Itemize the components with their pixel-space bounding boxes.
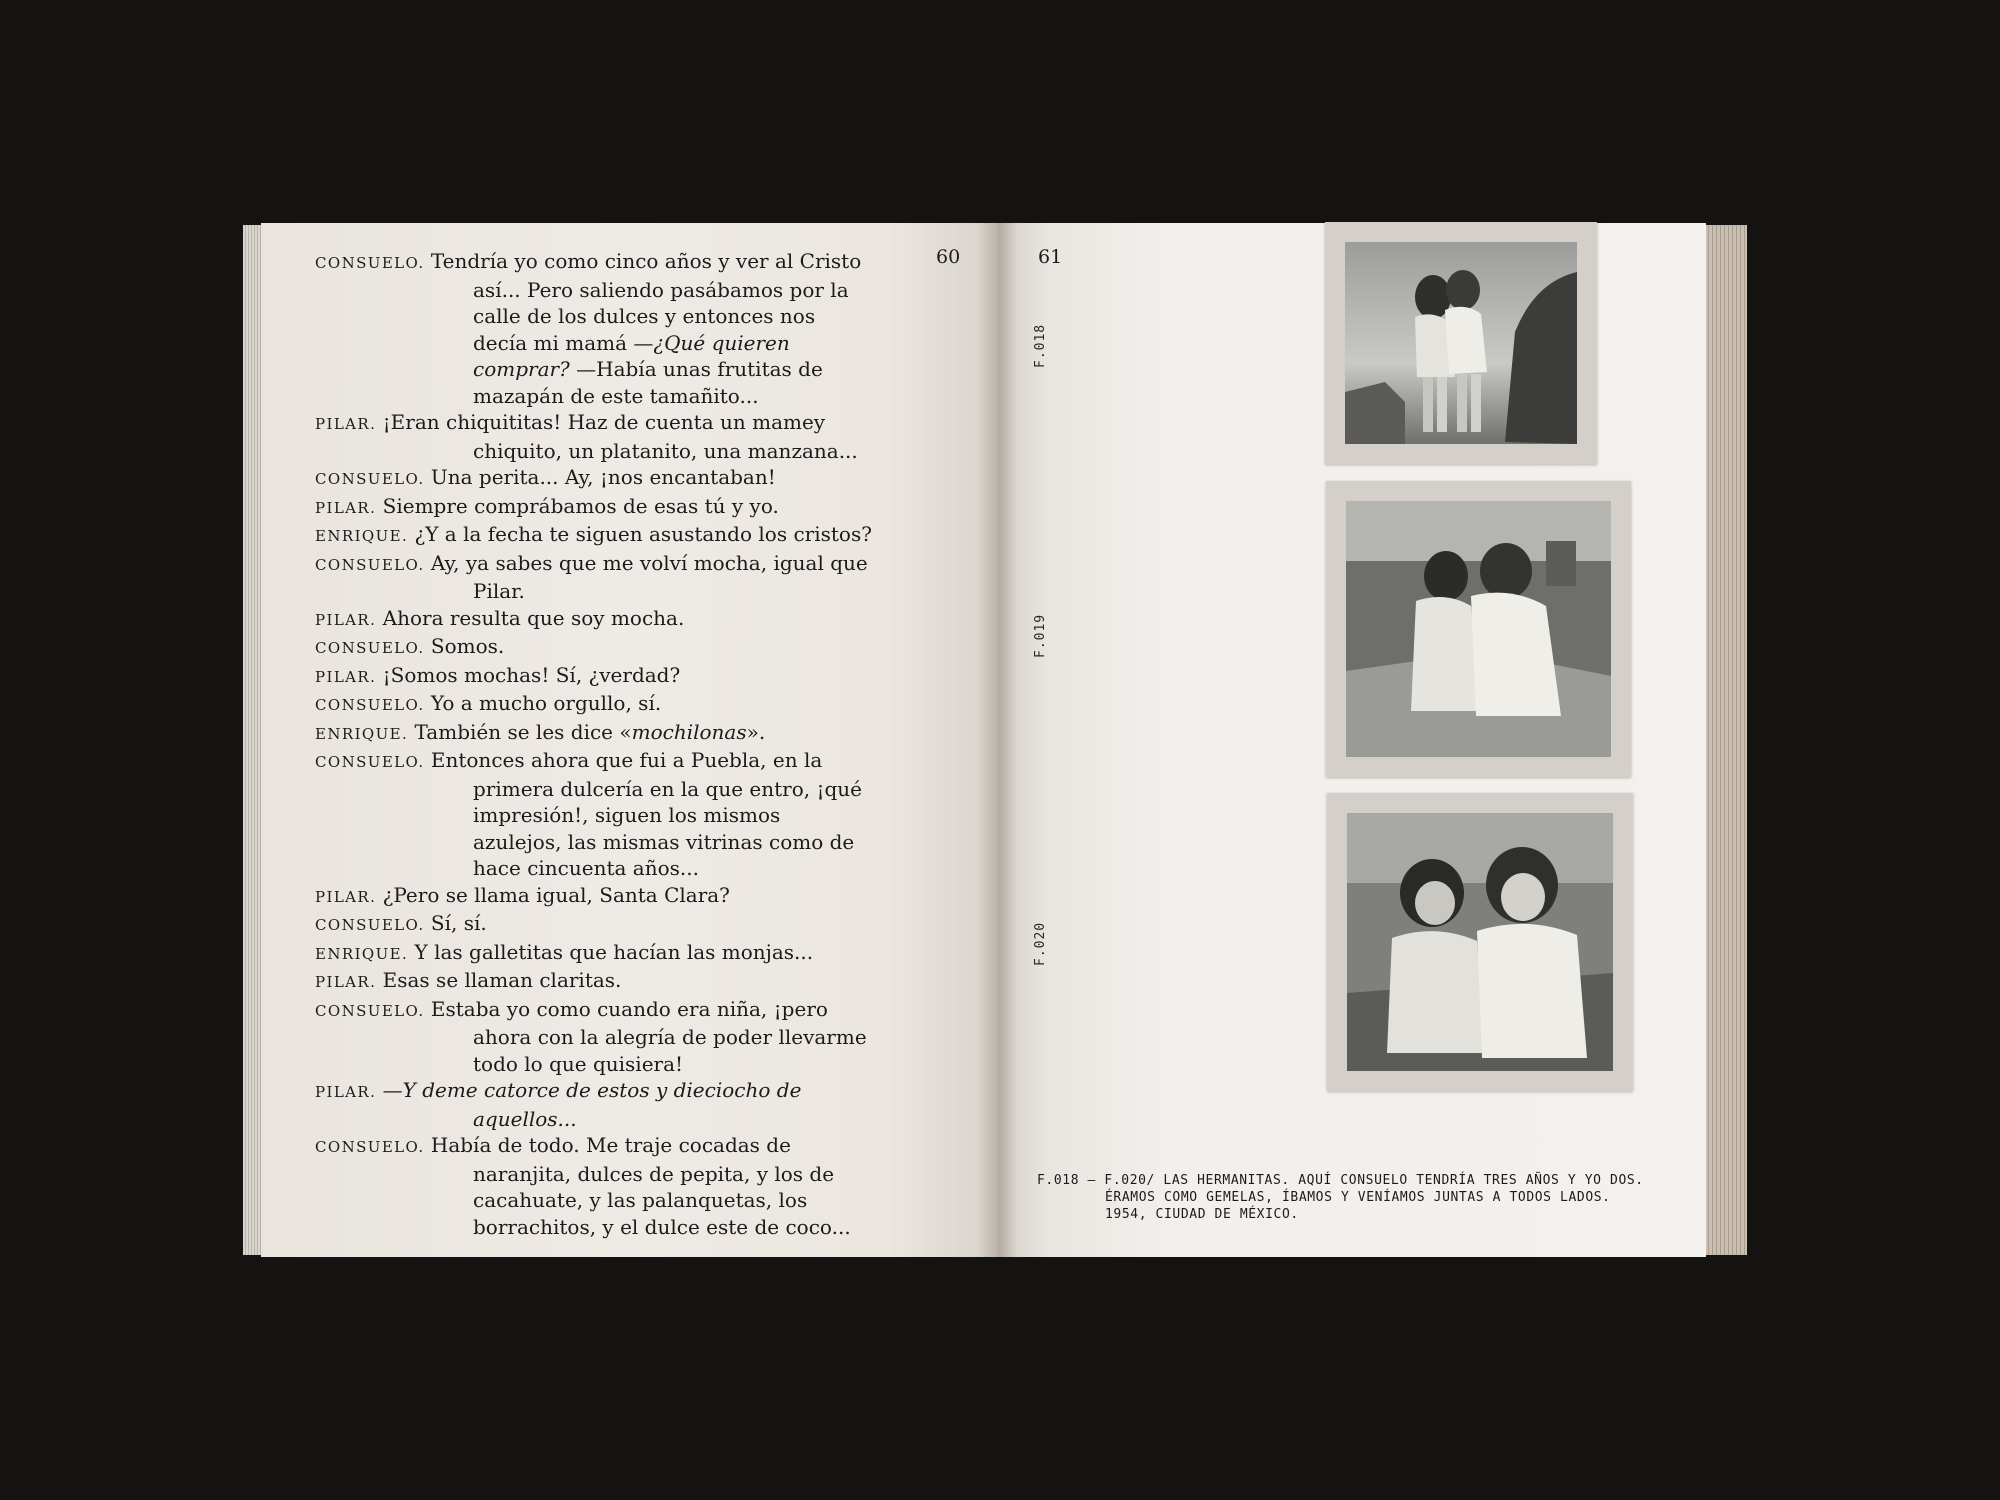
speaker-name: PILAR. [315, 973, 377, 991]
speaker-name: PILAR. [315, 415, 377, 433]
dialogue-line [315, 662, 875, 691]
left-page-edges [243, 225, 263, 1255]
photo-f018 [1325, 222, 1597, 464]
speaker-name: PILAR. [315, 887, 377, 906]
speaker-name: CONSUELO. [315, 555, 425, 574]
speaker-name: ENRIQUE. [315, 944, 409, 963]
photo-f019 [1326, 481, 1631, 777]
photo-f019-image [1346, 501, 1611, 757]
speaker-name: CONSUELO. [315, 1138, 425, 1156]
dialogue-text-run: Yo a mucho orgullo, sí. [430, 691, 662, 715]
dialogue-text-run: Tendría yo como cinco años y ver al Cristo así... Pero saliendo pasábamos por la calle de los dulces y entonces nos decía mi mamá — [430, 249, 862, 355]
dialogue-text-run: Siempre comprábamos de esas tú y yo. [382, 493, 779, 518]
dialogue-text-run: Y deme catorce de estos y dieciocho de aquellos... [402, 1078, 802, 1131]
dialogue-line [315, 1132, 875, 1240]
speaker-name: CONSUELO. [315, 916, 425, 934]
dialogue-text-run: Había de todo. Me traje cocadas de naranjita, dulces de pepita, y los de cacahuate, y las palanquetas, los borrachitos, y el dulce este de coco... [430, 1133, 851, 1239]
dialogue-line [315, 910, 875, 939]
dialogue-text-run: ¡Somos mochas! Sí, ¿verdad? [382, 662, 681, 687]
dialogue-text-run: Ahora resulta que soy mocha. [382, 605, 685, 630]
dialogue-line [315, 248, 875, 409]
dialogue-text-run: ¿Pero se llama igual, Santa Clara? [382, 882, 730, 907]
figure-caption [1037, 1172, 1677, 1223]
dialogue-text-run: Somos. [430, 634, 505, 658]
dialogue-line [315, 493, 875, 522]
photo-f018-image [1345, 242, 1577, 444]
dialogue-line [315, 550, 875, 605]
dialogue-text-run: — [382, 1078, 403, 1102]
speaker-name: PILAR. [315, 667, 377, 686]
speaker-name: PILAR. [315, 498, 377, 517]
caption-line-1: F.018 – F.020/ LAS HERMANITAS. AQUÍ CONSUELO TENDRÍA TRES AÑOS Y YO DOS. [1037, 1173, 1644, 1188]
speaker-name: CONSUELO. [315, 639, 425, 657]
dialogue-line [315, 409, 875, 464]
right-page-number: 61 [1038, 246, 1063, 268]
speaker-name: ENRIQUE. [315, 724, 409, 743]
speaker-name: PILAR. [315, 610, 377, 629]
dialogue-line [315, 967, 875, 996]
dialogue-line [315, 882, 875, 911]
dialogue-text-run: Una perita... Ay, ¡nos encantaban! [430, 465, 776, 489]
speaker-name: CONSUELO. [315, 470, 425, 488]
dialogue-line [315, 939, 875, 968]
dialogue-line [315, 464, 875, 493]
speaker-name: CONSUELO. [315, 1001, 425, 1020]
dialogue-text-run: ». [746, 719, 766, 744]
dialogue-line [315, 719, 875, 748]
dialogue-text-run: Ay, ya sabes que me volví mocha, igual que Pilar. [430, 550, 868, 603]
dialogue-line [315, 521, 875, 550]
photo-f020 [1327, 793, 1633, 1091]
dialogue-line [315, 605, 875, 634]
dialogue-text-run: Estaba yo como cuando era niña, ¡pero ahora con la alegría de poder llevarme todo lo que quisiera! [430, 996, 867, 1076]
speaker-name: CONSUELO. [315, 254, 425, 272]
photo-f020-image [1347, 813, 1613, 1071]
figure-label-f019: F.019 [1033, 613, 1048, 658]
dialogue-text-run: Esas se llaman claritas. [382, 968, 622, 992]
dialogue-text-run: ¿Qué quieren comprar? [473, 330, 790, 381]
dialogue-line [315, 1077, 875, 1132]
speaker-name: ENRIQUE. [315, 527, 409, 545]
dialogue-text-run: ¿Y a la fecha te siguen asustando los cristos? [414, 522, 872, 546]
speaker-name: CONSUELO. [315, 696, 425, 714]
dialogue-text-run: Sí, sí. [430, 911, 487, 935]
dialogue-text-run: Entonces ahora que fui a Puebla, en la primera dulcería en la que entro, ¡qué impresión!, siguen los mismos azulejos, las mismas vitrinas como de hace cincuenta años... [430, 748, 863, 880]
dialogue-line [315, 690, 875, 719]
figure-label-f018: F.018 [1033, 323, 1048, 368]
dialogue-line [315, 996, 875, 1078]
book-gutter [978, 223, 1018, 1257]
dialogue-text [315, 248, 875, 1240]
speaker-name: PILAR. [315, 1083, 377, 1101]
speaker-name: CONSUELO. [315, 753, 425, 771]
dialogue-text-run: También se les dice « [414, 719, 632, 744]
dialogue-line [315, 633, 875, 662]
left-page-number: 60 [936, 246, 961, 268]
dialogue-text-run: —Había unas frutitas de mazapán de este tamañito... [473, 357, 823, 408]
caption-line-2: ÉRAMOS COMO GEMELAS, ÍBAMOS Y VENÍAMOS JUNTAS A TODOS LADOS. [1105, 1190, 1611, 1205]
dialogue-text-run: ¡Eran chiquititas! Haz de cuenta un mamey chiquito, un platanito, una manzana... [382, 410, 858, 463]
dialogue-text-run: mochilonas [631, 719, 747, 744]
right-page-edges [1705, 225, 1747, 1255]
dialogue-line [315, 747, 875, 882]
figure-label-f020: F.020 [1033, 921, 1048, 966]
caption-line-3: 1954, CIUDAD DE MÉXICO. [1105, 1207, 1299, 1222]
dialogue-text-run: Y las galletitas que hacían las monjas... [414, 939, 814, 964]
